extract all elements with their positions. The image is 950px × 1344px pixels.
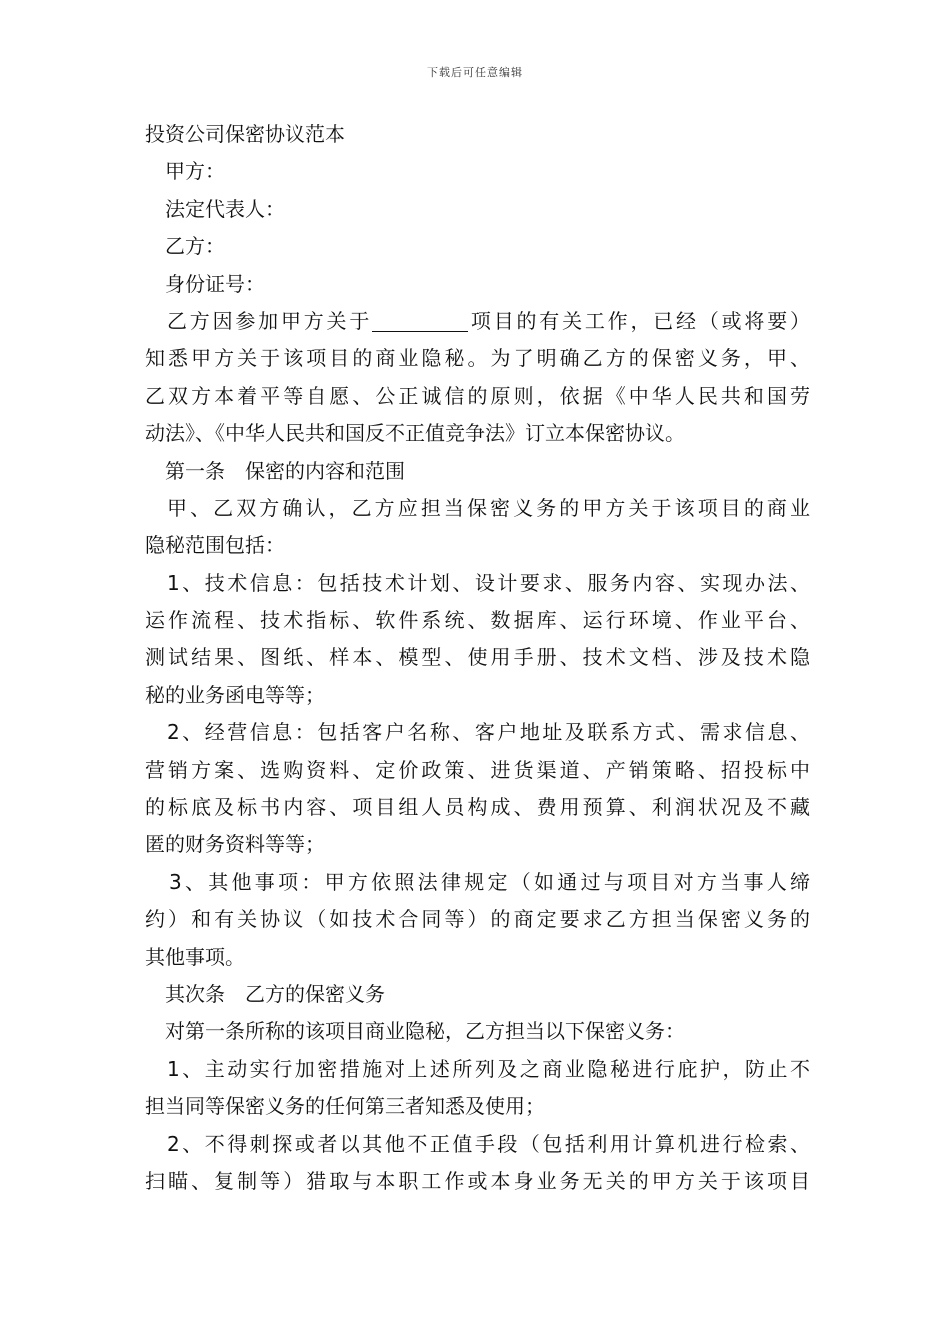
intro-line-1 (145, 303, 810, 340)
article-2-title: 乙方的保密义务 (245, 981, 385, 1006)
party-a-label: 甲方： (165, 159, 225, 184)
article-2-item-1-line-2: 担当同等保密义务的任何第三者知悉及使用； (145, 1094, 545, 1119)
intro-line-4: 动法》、《中华人民共和国反不正值竞争法》订立本保密协议。 (145, 421, 685, 446)
id-number-label: 身份证号： (165, 271, 265, 296)
intro-text-before-blank: 乙方因参加甲方关于 (167, 308, 373, 333)
intro-line-2: 知悉甲方关于该项目的商业隐秘。为了明确乙方的保密义务，甲、 (145, 346, 810, 371)
article-1-heading (145, 453, 810, 490)
legal-representative-label: 法定代表人： (165, 196, 285, 221)
article-1-item-2-line-2: 营销方案、选购资料、定价政策、进货渠道、产销策略、招投标中 (145, 757, 810, 782)
party-b-label: 乙方： (165, 234, 225, 259)
article-1-item-2-line-3: 的标底及标书内容、项目组人员构成、费用预算、利润状况及不藏 (145, 795, 810, 820)
document-title: 投资公司保密协议范本 (145, 122, 345, 146)
article-1-item-2-line-1: 2、经营信息：包括客户名称、客户地址及联系方式、需求信息、 (167, 720, 810, 745)
article-1-number: 第一条 (165, 458, 225, 483)
document-body (145, 116, 810, 1200)
article-2-item-2-line-1: 2、不得刺探或者以其他不正值手段（包括利用计算机进行检索、 (167, 1131, 810, 1156)
page-header-note: 下载后可任意编辑 (427, 66, 523, 79)
article-1-item-1-line-2: 运作流程、技术指标、软件系统、数据库、运行环境、作业平台、 (145, 608, 810, 633)
article-2-number: 其次条 (165, 981, 225, 1006)
article-1-item-2-line-4: 匿的财务资料等等； (145, 832, 325, 857)
project-name-blank (372, 309, 468, 332)
article-2-para: 对第一条所称的该项目商业隐秘，乙方担当以下保密义务： (165, 1019, 685, 1044)
article-2-item-2-line-2: 扫瞄、复制等）猎取与本职工作或本身业务无关的甲方关于该项目 (145, 1168, 810, 1193)
article-1-para-line-1: 甲、乙双方确认，乙方应担当保密义务的甲方关于该项目的商业 (167, 495, 810, 520)
article-1-item-1-line-4: 秘的业务函电等等； (145, 682, 325, 707)
article-1-title: 保密的内容和范围 (245, 458, 405, 483)
intro-line-3: 乙双方本着平等自愿、公正诚信的原则，依据《中华人民共和国劳 (145, 383, 810, 408)
intro-text-after-blank: 项目的有关工作，已经（或将要） (468, 308, 810, 333)
article-2-item-1-line-1: 1、主动实行加密措施对上述所列及之商业隐秘进行庇护，防止不 (167, 1056, 810, 1081)
article-1-item-3-line-1: 3、其他事项：甲方依照法律规定（如通过与项目对方当事人缔 (169, 869, 810, 894)
article-1-para-line-2: 隐秘范围包括： (145, 533, 285, 558)
article-2-heading (145, 976, 810, 1013)
article-1-item-3-line-3: 其他事项。 (145, 944, 245, 969)
article-1-item-1-line-1: 1、技术信息：包括技术计划、设计要求、服务内容、实现办法、 (167, 570, 810, 595)
article-1-item-1-line-3: 测试结果、图纸、样本、模型、使用手册、技术文档、涉及技术隐 (145, 645, 810, 670)
article-1-item-3-line-2: 约）和有关协议（如技术合同等）的商定要求乙方担当保密义务的 (145, 907, 810, 932)
